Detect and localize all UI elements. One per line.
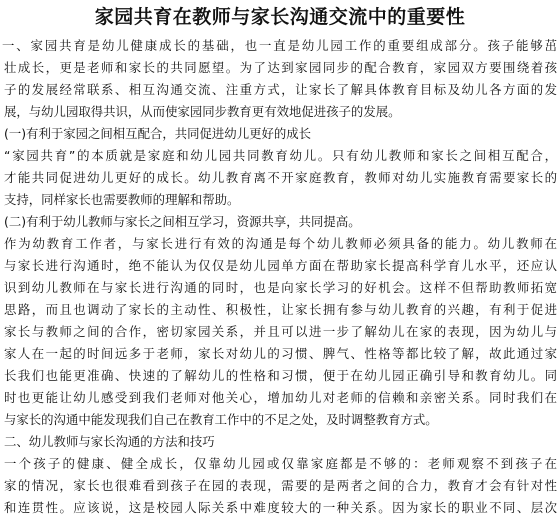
text-line: 支持，同样家长也需要教师的理解和帮助。 (4, 192, 240, 207)
text-line: 与家长的沟通中能发现我们自己在教育工作中的不足之处，及时调整教育方式。 (4, 412, 438, 427)
text-line: 和连贯性。应该说，这是校园人际关系中难度较大的一种关系。因为家长的职业不同、层次 (4, 500, 557, 515)
text-line: 与家长进行沟通时，绝不能认为仅仅是幼儿园单方面在帮助家长提高科学育儿水平，还应认 (4, 258, 557, 273)
text-line: 展，与幼儿园取得共识，从而使家园同步教育更有效地促进孩子的发展。 (4, 104, 401, 119)
text-line: 一个孩子的健康、健全成长，仅靠幼儿园或仅靠家庭都是不够的：老师观察不到孩子在 (4, 456, 557, 471)
text-line: 时也更能让幼儿感受到我们老师对他关心，增加幼儿对老师的信赖和亲密关系。同时我们在 (4, 390, 557, 405)
text-line: “家园共育”的本质就是家庭和幼儿园共同教育幼儿。只有幼儿教师和家长之间相互配合， (4, 148, 557, 163)
document-title: 家园共育在教师与家长沟通交流中的重要性 (94, 6, 466, 28)
text-line: 思路，而且也调动了家长的主动性、积极性，让家长拥有参与幼儿教育的兴趣，有利于促进 (4, 302, 557, 317)
text-line: 家的情况，家长也很难看到孩子在园的表现，需要的是两者之间的合力，教育才会有针对性 (4, 478, 557, 493)
section-heading: (二)有利于幼儿教师与家长之间相互学习，资源共享，共同提高。 (4, 214, 361, 229)
text-line: 一、家园共育是幼儿健康成长的基础，也一直是幼儿园工作的重要组成部分。孩子能够茁 (2, 38, 557, 53)
text-line: 才能共同促进幼儿更好的成长。幼儿教育离不开家庭教育，教师对幼儿实施教育需要家长的 (4, 170, 557, 185)
text-line: 识到幼儿教师在与家长进行沟通的同时，也是向家长学习的好机会。这样不但帮助教师拓宽 (4, 280, 557, 295)
text-line: 家长与教师之间的合作，密切家园关系，并且可以进一步了解幼儿在家的表现，因为幼儿与 (4, 324, 557, 339)
text-line: 壮成长，更是老师和家长的共同愿望。为了达到家园同步的配合教育，家园双方要围绕着孩 (4, 60, 557, 75)
section-heading: 二、幼儿教师与家长沟通的方法和技巧 (4, 434, 215, 449)
text-line: 长我们也能更准确、快速的了解幼儿的性格和习惯，便于在幼儿园正确引导和教育幼儿。同 (4, 368, 557, 383)
section-heading: (一)有利于家园之间相互配合，共同促进幼儿更好的成长 (4, 126, 312, 141)
text-line: 家人在一起的时间远多于老师，家长对幼儿的习惯、脾气、性格等都比较了解，故此通过家 (4, 346, 557, 361)
text-line: 作为幼教育工作者，与家长进行有效的沟通是每个幼儿教师必须具备的能力。幼儿教师在 (4, 236, 557, 251)
text-line: 子的发展经常联系、相互沟通交流、注重方式，让家长了解具体教育目标及幼儿各方面的发 (4, 82, 557, 97)
